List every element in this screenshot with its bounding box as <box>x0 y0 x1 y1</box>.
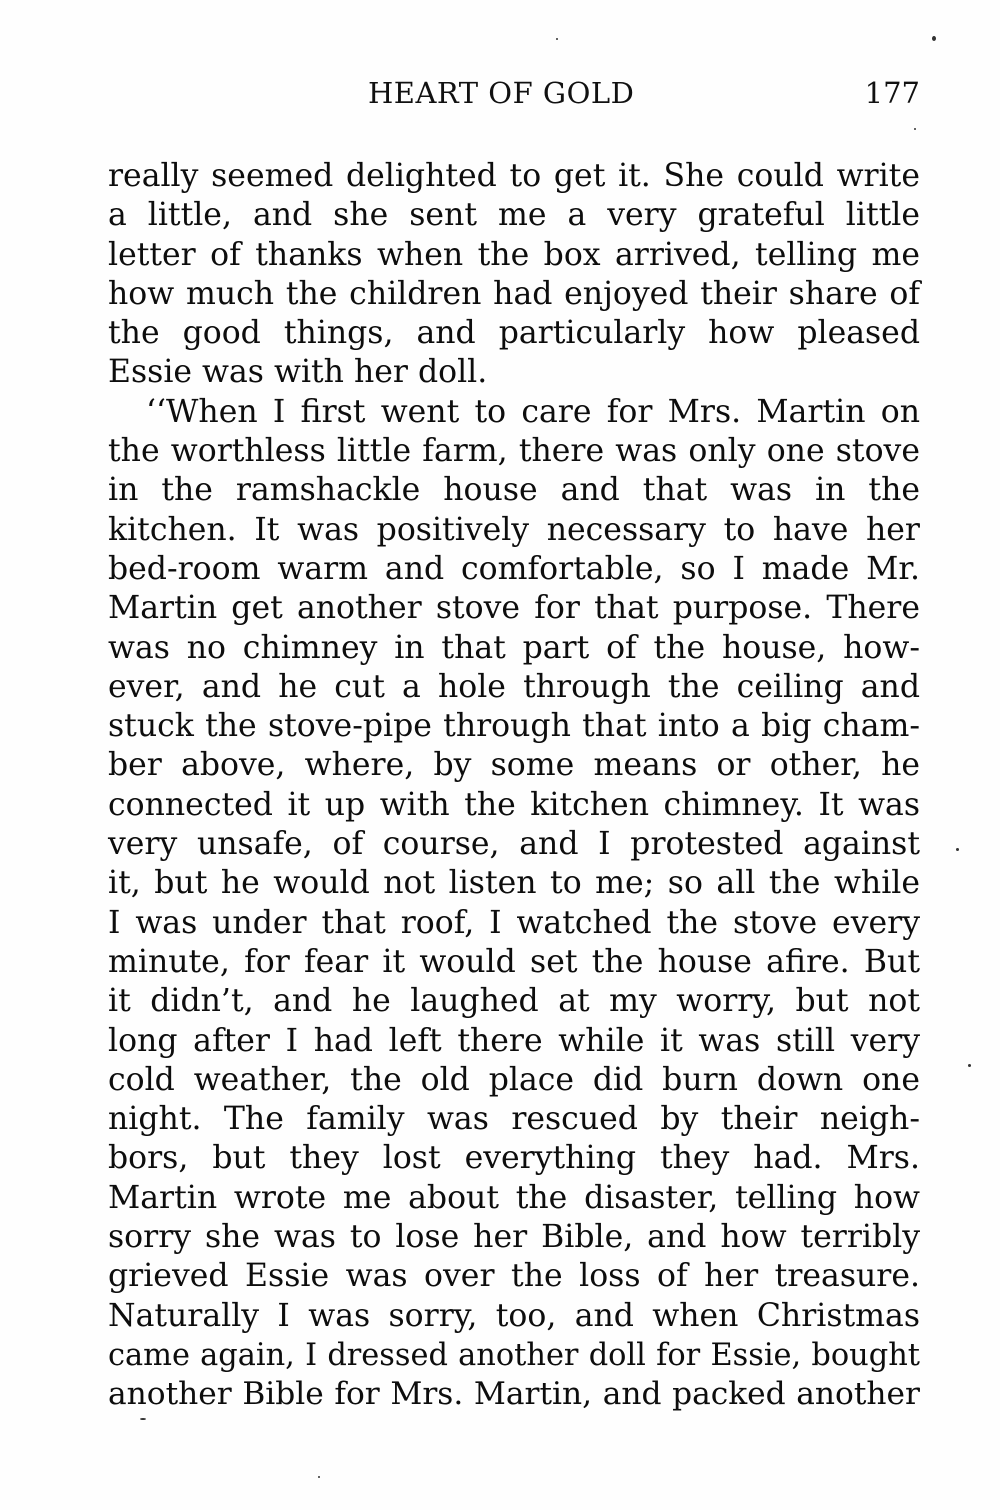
text-line: ‘‘When I first went to care for Mrs. Martin on <box>146 393 920 430</box>
scan-speck <box>914 128 916 130</box>
text-line: sorry she was to lose her Bible, and how terribly <box>108 1219 920 1256</box>
text-line: it didn’t, and he laughed at my worry, but not <box>108 983 920 1020</box>
text-line: stuck the stove-pipe through that into a big cham- <box>108 708 920 745</box>
text-line: came again, I dressed another doll for Essie, bought <box>108 1337 920 1373</box>
scan-speck <box>932 36 936 41</box>
text-line: bors, but they lost everything they had. Mrs. <box>108 1140 920 1177</box>
text-line: kitchen. It was positively necessary to have her <box>108 511 920 548</box>
page-number: 177 <box>864 76 920 110</box>
text-line: it, but he would not listen to me; so all the while <box>108 865 920 902</box>
scan-speck <box>968 1064 971 1067</box>
text-line: ber above, where, by some means or other, he <box>108 747 920 784</box>
scan-speck <box>556 38 558 40</box>
text-line: the good things, and particularly how pleased <box>108 315 920 352</box>
text-line: really seemed delighted to get it. She could write <box>108 158 920 194</box>
text-line: another Bible for Mrs. Martin, and packed another <box>108 1376 920 1413</box>
body-text <box>108 157 920 1415</box>
text-line: in the ramshackle house and that was in the <box>108 472 920 509</box>
text-line: long after I had left there while it was still very <box>108 1022 920 1059</box>
scan-speck <box>140 1418 146 1420</box>
text-line: Martin wrote me about the disaster, telling how <box>108 1179 920 1216</box>
text-line: cold weather, the old place did burn down one <box>108 1061 920 1098</box>
text-line: grieved Essie was over the loss of her treasure. <box>108 1258 920 1295</box>
text-line: connected it up with the kitchen chimney. It was <box>108 786 920 823</box>
text-line: bed-room warm and comfortable, so I made Mr. <box>108 550 920 587</box>
text-line: Naturally I was sorry, too, and when Christmas <box>108 1297 920 1334</box>
text-line: how much the children had enjoyed their share of <box>108 275 920 312</box>
text-line: was no chimney in that part of the house, how- <box>108 629 920 666</box>
text-line: letter of thanks when the box arrived, telling me <box>108 236 920 273</box>
text-line: night. The family was rescued by their neigh- <box>108 1101 920 1138</box>
text-line: minute, for fear it would set the house afire. But <box>108 943 920 980</box>
text-line: Martin get another stove for that purpose. There <box>108 590 920 627</box>
scan-speck <box>318 1476 320 1478</box>
text-line: Essie was with her doll. <box>108 354 488 391</box>
page-header <box>108 76 920 116</box>
text-line: the worthless little farm, there was only one stove <box>108 433 920 470</box>
text-line: ever, and he cut a hole through the ceiling and <box>108 668 920 705</box>
running-head: HEART OF GOLD <box>368 76 635 110</box>
text-line: I was under that roof, I watched the stove every <box>108 904 920 941</box>
scan-speck <box>956 848 959 851</box>
text-line: a little, and she sent me a very grateful little <box>108 197 920 234</box>
text-line: very unsafe, of course, and I protested against <box>108 826 920 863</box>
